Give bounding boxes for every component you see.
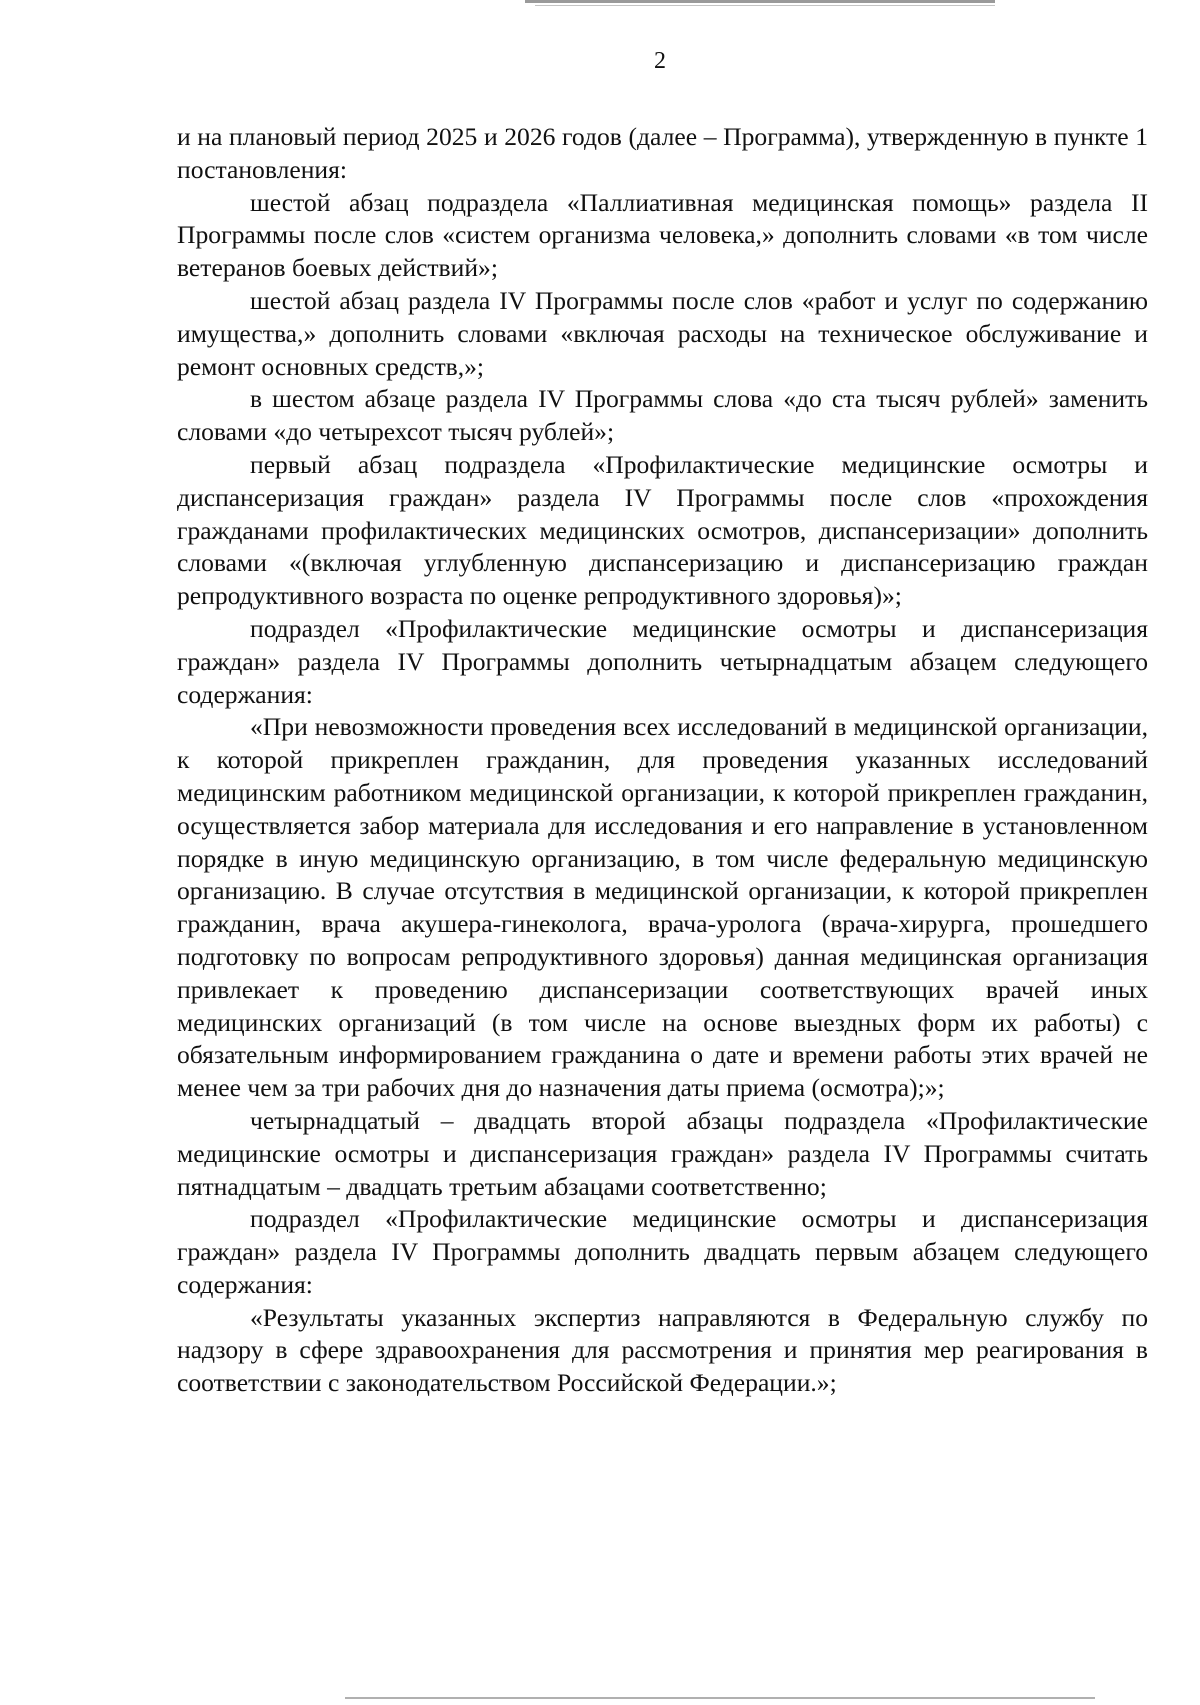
paragraph: четырнадцатый – двадцать второй абзацы подраздела «Профилактические медицинские осмотры и диспансеризация граждан» раздела IV Программы считать пятнадцатым – двадцать третьим абзацами соответственно; (177, 1105, 1148, 1201)
scan-edge-line (345, 1697, 1095, 1699)
paragraph: подраздел «Профилактические медицинские осмотры и диспансеризация граждан» раздела IV Программы дополнить четырнадцатым абзацем следующего содержания: (177, 613, 1148, 709)
paragraph: шестой абзац подраздела «Паллиативная медицинская помощь» раздела II Программы после слов «систем организма человека,» дополнить словами «в том числе ветеранов боевых действий»; (177, 187, 1148, 283)
scan-edge-line (535, 5, 995, 6)
paragraph: «Результаты указанных экспертиз направляются в Федеральную службу по надзору в сфере здравоохранения для рассмотрения и принятия мер реагирования в соответствии с законодательством Российской Федерации.»; (177, 1302, 1148, 1398)
paragraph: в шестом абзаце раздела IV Программы слова «до ста тысяч рублей» заменить словами «до четырехсот тысяч рублей»; (177, 384, 1148, 447)
paragraph: подраздел «Профилактические медицинские осмотры и диспансеризация граждан» раздела IV Программы дополнить двадцать первым абзацем следующего содержания: (177, 1204, 1148, 1299)
paragraph: первый абзац подраздела «Профилактические медицинские осмотры и диспансеризация граждан» раздела IV Программы после слов «прохождения гражданами профилактических медицинских осмотров, диспансеризации» дополнить словами «(включая углубленную диспансеризацию и диспансеризацию граждан репродуктивного возраста по оценке репродуктивного здоровья)»; (177, 449, 1148, 611)
scan-edge-line (525, 0, 995, 3)
paragraph: шестой абзац раздела IV Программы после слов «работ и услуг по содержанию имущества,» дополнить словами «включая расходы на техническое обслуживание и ремонт основных средств,»; (177, 285, 1148, 381)
page-number: 2 (654, 48, 666, 74)
paragraph: «При невозможности проведения всех исследований в медицинской организации, к которой прикреплен гражданин, для проведения указанных исследований медицинским работником медицинской организации, к которой прикреплен гражданин, осуществляется забор материала для исследования и его направление в установленном порядке в иную медицинскую организацию, в том числе федеральную медицинскую организацию. В случае отсутствия в медицинской организации, к которой прикреплен гражданин, врача акушера-гинеколога, врача-уролога (врача-хирурга, прошедшего подготовку по вопросам репродуктивного здоровья) данная медицинская организация привлекает к проведению диспансеризации соответствующих врачей иных медицинских организаций (в том числе на основе выездных форм их работы) с обязательным информированием гражданина о дате и времени работы этих врачей не менее чем за три рабочих дня до назначения даты приема (осмотра);»; (177, 712, 1148, 1103)
paragraph: и на плановый период 2025 и 2026 годов (далее – Программа), утвержденную в пункте 1 постановления: (177, 122, 1148, 184)
document-body (177, 121, 1148, 1400)
